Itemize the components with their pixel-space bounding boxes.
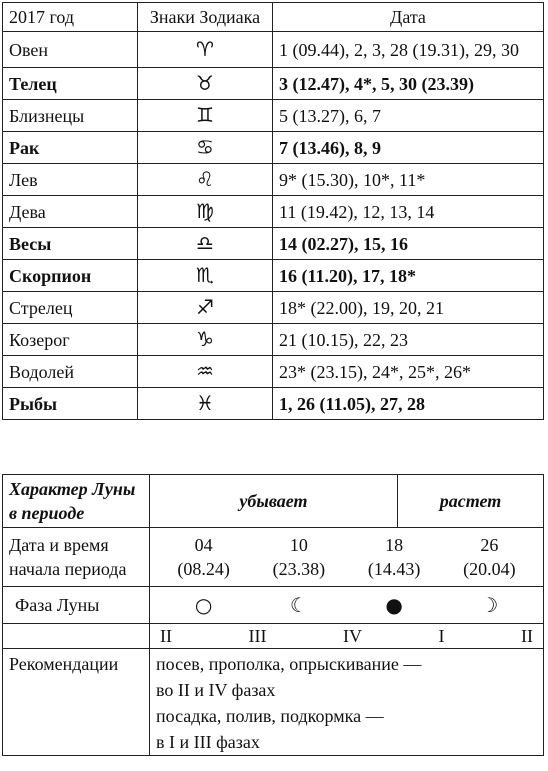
- leo-icon: ♌︎: [196, 167, 214, 191]
- moon-quarter-row: [3, 624, 544, 649]
- quarter-label: I: [438, 626, 445, 646]
- zodiac-table: [2, 2, 544, 420]
- period-day: 26: [480, 535, 499, 555]
- zodiac-dates: 21 (10.15), 22, 23: [273, 324, 544, 356]
- libra-icon: ♎︎: [196, 231, 214, 255]
- zodiac-sign-name: Телец: [3, 68, 138, 100]
- zodiac-row: [3, 356, 544, 388]
- zodiac-symbol-cell: [138, 132, 273, 164]
- zodiac-dates: 7 (13.46), 8, 9: [273, 132, 544, 164]
- moon-phase-icons: [156, 593, 537, 617]
- recommendation-line: посев, прополка, опрыскивание —: [156, 654, 422, 674]
- period-date: [159, 533, 249, 581]
- period-date: [254, 533, 344, 581]
- period-date: [444, 533, 534, 581]
- period-dates: [156, 533, 537, 581]
- period-day: 04: [194, 535, 213, 555]
- aries-icon: ♈︎: [196, 37, 214, 61]
- zodiac-symbol-cell: [138, 68, 273, 100]
- new-moon-icon: ●: [385, 593, 403, 617]
- taurus-icon: ♉︎: [196, 71, 214, 95]
- zodiac-row: [3, 260, 544, 292]
- period-day: 10: [289, 535, 308, 555]
- zodiac-sign-name: Рыбы: [3, 388, 138, 420]
- zodiac-dates: 18* (22.00), 19, 20, 21: [273, 292, 544, 324]
- zodiac-row: [3, 292, 544, 324]
- zodiac-row: [3, 228, 544, 260]
- full-moon-icon: ○: [194, 593, 213, 617]
- quarter-label: IV: [342, 626, 362, 646]
- zodiac-symbol-cell: [138, 388, 273, 420]
- quarter-list: [156, 624, 537, 648]
- period-time: (08.24): [177, 559, 230, 579]
- zodiac-symbol-cell: [138, 260, 273, 292]
- zodiac-row: [3, 100, 544, 132]
- last-quarter-icon: ☾: [289, 593, 308, 617]
- zodiac-dates: 14 (02.27), 15, 16: [273, 228, 544, 260]
- zodiac-body: [3, 32, 544, 420]
- zodiac-dates: 1, 26 (11.05), 27, 28: [273, 388, 544, 420]
- quarter-label: III: [248, 626, 267, 646]
- zodiac-row: [3, 196, 544, 228]
- cancer-icon: ♋︎: [196, 135, 214, 159]
- zodiac-dates: 23* (23.15), 24*, 25*, 26*: [273, 356, 544, 388]
- moon-dates-row: [3, 528, 544, 587]
- period-start-label-line1: Дата и время: [9, 535, 109, 555]
- moon-phase-cell: [150, 587, 544, 624]
- zodiac-sign-name: Стрелец: [3, 292, 138, 324]
- quarter-cell: [150, 624, 544, 649]
- zodiac-row: [3, 68, 544, 100]
- period-day: 18: [385, 535, 404, 555]
- zodiac-sign-name: Водолей: [3, 356, 138, 388]
- zodiac-sign-name: Дева: [3, 196, 138, 228]
- period-start-label: [3, 528, 150, 587]
- zodiac-symbol-cell: [138, 100, 273, 132]
- waxing-label: растет: [398, 475, 544, 528]
- moon-character-label: [3, 475, 150, 528]
- period-time: (20.04): [463, 559, 516, 579]
- zodiac-sign-name: Близнецы: [3, 100, 138, 132]
- header-year: 2017 год: [3, 3, 138, 32]
- zodiac-row: [3, 388, 544, 420]
- zodiac-row: [3, 132, 544, 164]
- period-time: (23.38): [272, 559, 326, 579]
- recommendations-cell: [150, 649, 544, 756]
- moon-character-row: [3, 475, 544, 528]
- zodiac-row: [3, 324, 544, 356]
- zodiac-dates: 3 (12.47), 4*, 5, 30 (23.39): [273, 68, 544, 100]
- sagittarius-icon: ♐︎: [196, 295, 214, 319]
- zodiac-header-row: [3, 3, 544, 32]
- capricorn-icon: ♑︎: [196, 327, 214, 351]
- moon-character-label-line2: в периоде: [9, 503, 85, 523]
- zodiac-dates: 9* (15.30), 10*, 11*: [273, 164, 544, 196]
- virgo-icon: ♍︎: [196, 199, 214, 223]
- recommendations-row: [3, 649, 544, 756]
- zodiac-sign-name: Скорпион: [3, 260, 138, 292]
- zodiac-symbol-cell: [138, 324, 273, 356]
- aquarius-icon: ♒︎: [196, 359, 214, 383]
- recommendation-line: посадка, полив, подкормка —: [156, 706, 384, 726]
- pisces-icon: ♓︎: [196, 391, 214, 415]
- quarter-label: II: [520, 626, 533, 646]
- zodiac-dates: 1 (09.44), 2, 3, 28 (19.31), 29, 30: [273, 32, 544, 68]
- moon-phase-row: [3, 587, 544, 624]
- zodiac-symbol-cell: [138, 32, 273, 68]
- recommendation-line: в I и III фазах: [156, 732, 260, 752]
- zodiac-row: [3, 164, 544, 196]
- zodiac-symbol-cell: [138, 292, 273, 324]
- zodiac-sign-name: Лев: [3, 164, 138, 196]
- recommendation-line: во II и IV фазах: [156, 680, 276, 700]
- zodiac-symbol-cell: [138, 164, 273, 196]
- zodiac-symbol-cell: [138, 196, 273, 228]
- zodiac-symbol-cell: [138, 228, 273, 260]
- period-date: [349, 533, 439, 581]
- zodiac-symbol-cell: [138, 356, 273, 388]
- zodiac-dates: 11 (19.42), 12, 13, 14: [273, 196, 544, 228]
- zodiac-sign-name: Козерог: [3, 324, 138, 356]
- period-dates-cell: [150, 528, 544, 587]
- zodiac-dates: 16 (11.20), 17, 18*: [273, 260, 544, 292]
- first-quarter-icon: ☽: [480, 593, 499, 617]
- zodiac-sign-name: Рак: [3, 132, 138, 164]
- moon-phase-label: Фаза Луны: [3, 587, 150, 624]
- zodiac-sign-name: Весы: [3, 228, 138, 260]
- recommendations-label: Рекомендации: [3, 649, 150, 756]
- quarter-label: II: [160, 626, 172, 646]
- zodiac-row: [3, 32, 544, 68]
- gemini-icon: ♊︎: [196, 103, 214, 127]
- zodiac-dates: 5 (13.27), 6, 7: [273, 100, 544, 132]
- moon-table: [2, 474, 544, 756]
- scorpio-icon: ♏︎: [196, 263, 214, 287]
- moon-character-label-line1: Характер Луны: [9, 479, 136, 499]
- quarter-empty-cell: [3, 624, 150, 649]
- zodiac-sign-name: Овен: [3, 32, 138, 68]
- period-time: (14.43): [367, 559, 421, 579]
- header-date: Дата: [273, 3, 544, 32]
- header-signs: Знаки Зодиака: [138, 3, 273, 32]
- waning-label: убывает: [150, 475, 398, 528]
- period-start-label-line2: начала периода: [9, 559, 127, 579]
